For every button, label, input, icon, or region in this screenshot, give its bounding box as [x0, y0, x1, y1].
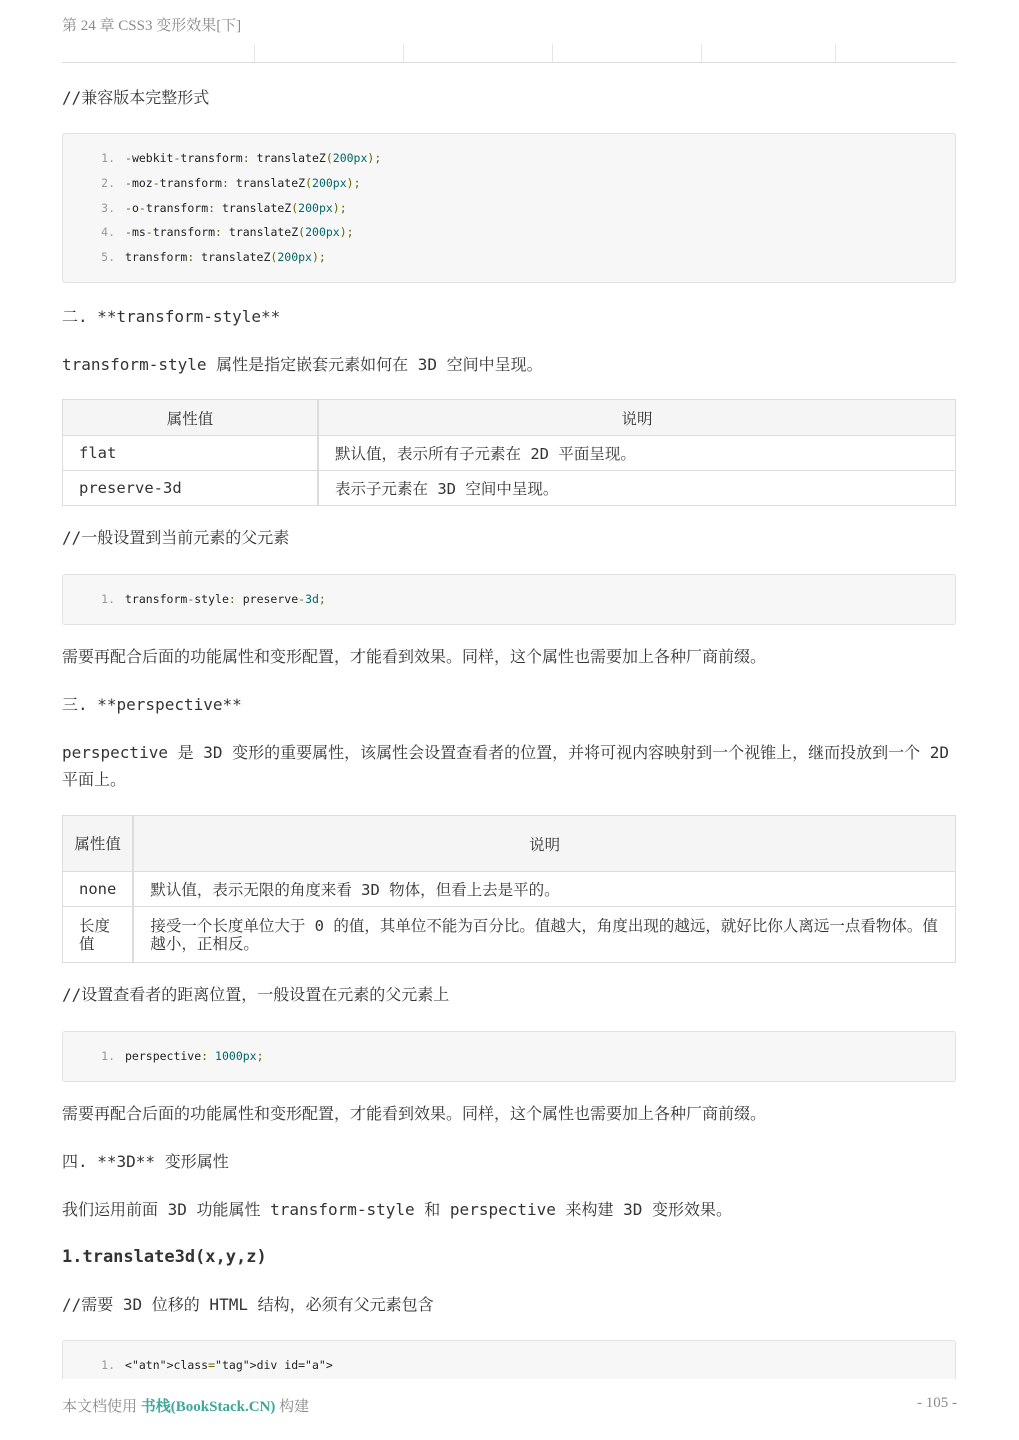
code-line — [63, 146, 955, 171]
table1-cell: preserve-3d — [63, 471, 319, 506]
line-number: 1. — [101, 1049, 115, 1063]
perspective-comment: //设置查看者的距离位置，一般设置在元素的父元素上 — [62, 985, 450, 1004]
line-number: 1. — [101, 1358, 115, 1372]
code-line — [63, 171, 955, 196]
line-number: 5. — [101, 250, 115, 265]
code-text: -moz-transform: translateZ(200px); — [125, 175, 361, 190]
page-number: - 105 - — [917, 1395, 957, 1411]
html-structure-comment: //需要 3D 位移的 HTML 结构，必须有父元素包含 — [62, 1295, 434, 1314]
table1-cell: 表示子元素在 3D 空间中呈现。 — [318, 471, 956, 506]
note-2: 需要再配合后面的功能属性和变形配置，才能看到效果。同样，这个属性也需要加上各种厂商前缀。 — [62, 1104, 767, 1123]
footer-credit — [62, 1395, 309, 1416]
transform-style-code-block — [62, 574, 956, 625]
code-line — [63, 245, 955, 270]
table1-cell: flat — [63, 436, 319, 471]
line-number: 1. — [101, 151, 115, 165]
code-line — [63, 196, 955, 221]
table1-cell: 默认值，表示所有子元素在 2D 平面呈现。 — [318, 436, 956, 471]
transform-style-comment: //一般设置到当前元素的父元素 — [62, 528, 290, 547]
section-3-desc: perspective 是 3D 变形的重要属性，该属性会设置查看者的位置，并将可视内容映射到一个视锥上，继而投放到一个 2D 平面上。 — [62, 743, 950, 789]
note-1: 需要再配合后面的功能属性和变形配置，才能看到效果。同样，这个属性也需要加上各种厂商前缀。 — [62, 647, 767, 666]
section-4-title: 四. **3D** 变形属性 — [62, 1152, 229, 1171]
table-row — [63, 436, 956, 471]
code-text: transform: translateZ(200px); — [125, 250, 326, 265]
chapter-header: 第 24 章 CSS3 变形效果[下] — [62, 18, 242, 34]
transform-style-table — [62, 399, 956, 506]
code-text: -ms-transform: translateZ(200px); — [125, 225, 354, 240]
table-row — [63, 872, 956, 907]
table2-header-desc: 说明 — [133, 816, 955, 872]
footer-suffix: 构建 — [275, 1399, 310, 1415]
previous-table-bottom-edge — [62, 44, 956, 63]
code-line — [63, 1044, 955, 1069]
table2-header-value: 属性值 — [63, 816, 134, 872]
code-line — [63, 1353, 955, 1378]
line-number: 2. — [101, 175, 115, 190]
page-footer — [62, 1395, 957, 1416]
table1-header-desc: 说明 — [318, 400, 956, 436]
section-2-title: 二. **transform-style** — [62, 307, 281, 326]
table2-cell: 长度值 — [63, 907, 134, 963]
compat-code-block — [62, 133, 956, 283]
table2-cell: 默认值，表示无限的角度来看 3D 物体，但看上去是平的。 — [133, 872, 955, 907]
table2-cell: none — [63, 872, 134, 907]
code-text: <"atn">class="tag">div id="a"> — [125, 1358, 333, 1372]
section-4-desc: 我们运用前面 3D 功能属性 transform-style 和 perspective 来构建 3D 变形效果。 — [62, 1200, 733, 1219]
code-line — [63, 587, 955, 612]
line-number: 4. — [101, 225, 115, 240]
table1-header-value: 属性值 — [63, 400, 319, 436]
bookstack-link[interactable]: 书栈(BookStack.CN) — [140, 1399, 276, 1415]
subsection-translate3d: 1.translate3d(x,y,z) — [62, 1247, 267, 1267]
page-content — [62, 84, 956, 1400]
table2-cell: 接受一个长度单位大于 0 的值，其单位不能为百分比。值越大，角度出现的越远，就好比你人离远一点看物体。值越小，正相反。 — [133, 907, 955, 963]
perspective-table — [62, 815, 956, 963]
section-3-title: 三. **perspective** — [62, 695, 242, 714]
table-row — [63, 907, 956, 963]
code-line — [63, 220, 955, 245]
code-text: -o-transform: translateZ(200px); — [125, 200, 347, 215]
code-text: perspective: 1000px; — [125, 1049, 264, 1063]
compat-comment: //兼容版本完整形式 — [62, 88, 210, 107]
perspective-code-block — [62, 1031, 956, 1082]
footer-prefix: 本文档使用 — [62, 1399, 141, 1415]
code-text: -webkit-transform: translateZ(200px); — [125, 151, 382, 165]
line-number: 1. — [101, 592, 115, 606]
table-row — [63, 471, 956, 506]
section-2-desc: transform-style 属性是指定嵌套元素如何在 3D 空间中呈现。 — [62, 355, 543, 374]
line-number: 3. — [101, 200, 115, 215]
code-text: transform-style: preserve-3d; — [125, 592, 326, 606]
